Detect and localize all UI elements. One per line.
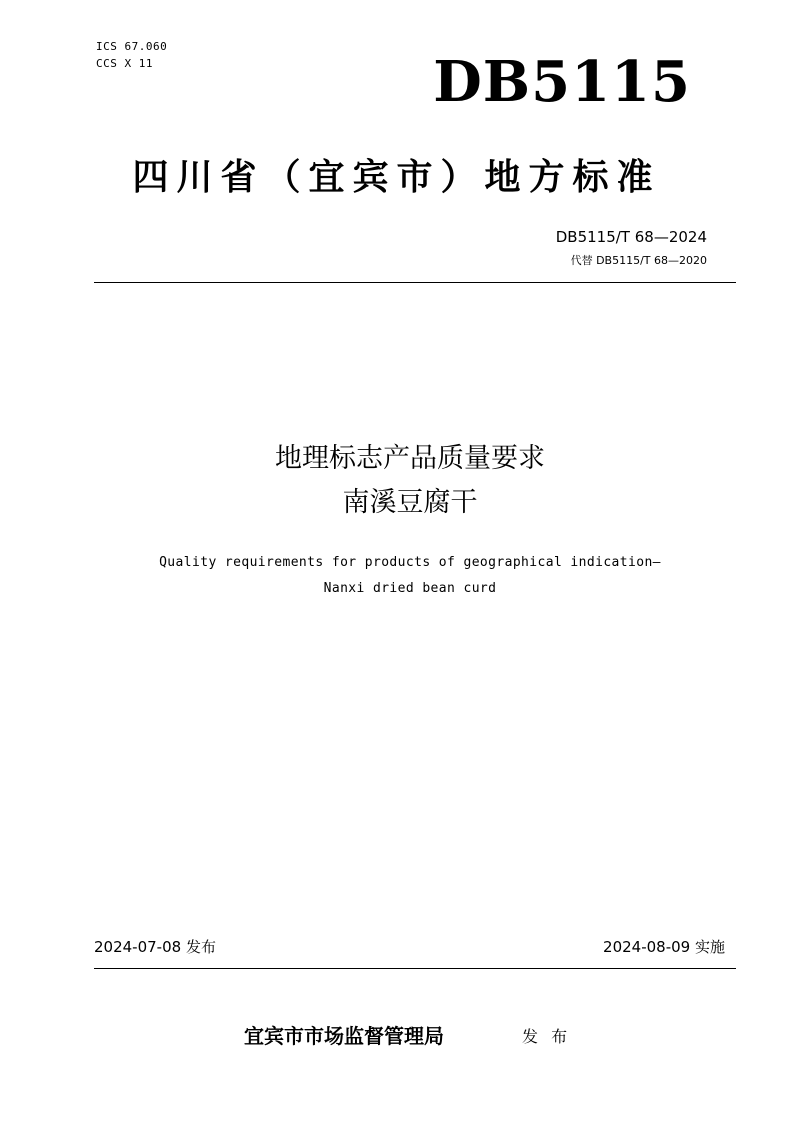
standard-category-title: 四川省（宜宾市）地方标准 — [132, 157, 661, 198]
standard-logo: DB5115 — [433, 49, 691, 115]
ics-code: ICS 67.060 — [96, 40, 168, 53]
top-divider — [94, 282, 736, 283]
issue-label: 发 布 — [522, 1027, 572, 1046]
ccs-code: CCS X 11 — [96, 57, 153, 70]
bottom-divider — [94, 968, 736, 969]
title-cn-line2: 南溪豆腐干 — [342, 487, 478, 518]
issue-date: 2024-07-08 发布 — [94, 938, 216, 956]
implementation-date: 2024-08-09 实施 — [603, 938, 725, 956]
title-en-line1: Quality requirements for products of geographical indication— — [159, 555, 661, 570]
title-en-line2: Nanxi dried bean curd — [323, 581, 497, 596]
issuing-authority: 宜宾市市场监督管理局 — [244, 1024, 444, 1048]
replaced-standard: 代替 DB5115/T 68—2020 — [570, 254, 707, 267]
standard-number: DB5115/T 68—2024 — [555, 228, 707, 246]
title-cn-line1: 地理标志产品质量要求 — [275, 443, 545, 474]
